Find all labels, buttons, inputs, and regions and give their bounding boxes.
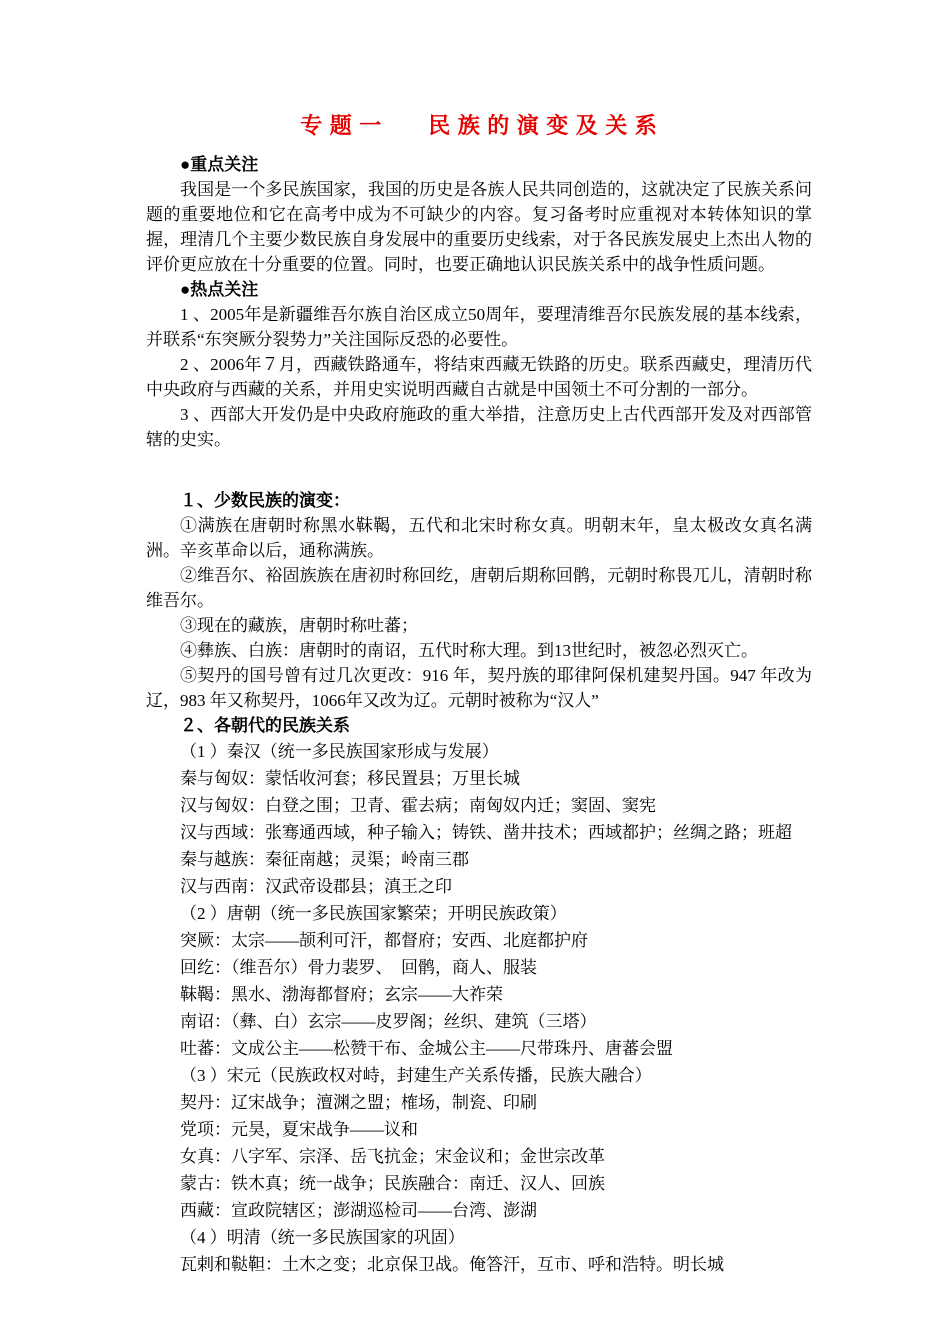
relations-line-han-xinan: 汉与西南：汉武帝设郡县；滇王之印 (180, 877, 452, 896)
relations-line-qin-xiongnu: 秦与匈奴：蒙恬收河套；移民置县；万里长城 (180, 769, 520, 788)
relations-line-han-xiyu: 汉与西域：张骞通西域，种子输入；铸铁、凿井技术；西域都护；丝绸之路；班超 (180, 823, 792, 842)
relations-line-nvzhen: 女真：八字军、宗泽、岳飞抗金；宋金议和；金世宗改革 (180, 1147, 605, 1166)
relations-line-tubo: 吐蕃：文成公主——松赞干布、金城公主——尺带珠丹、唐蕃会盟 (180, 1039, 673, 1058)
evolution-item-4: ④彝族、白族：唐朝时的南诏，五代时称大理。到13世纪时，被忽必烈灭亡。 (180, 641, 758, 660)
relations-line-han-xiongnu: 汉与匈奴：白登之围；卫青、霍去病；南匈奴内迁；窦固、窦宪 (180, 796, 656, 815)
relations-line-xizang: 西藏：宣政院辖区；澎湖巡检司——台湾、澎湖 (180, 1201, 537, 1220)
hot-focus-item-1: 1 、2005年是新疆维吾尔族自治区成立50周年，要理清维吾尔民族发展的基本线索，并联系“东突厥分裂势力”关注国际反恐的必要性。 (146, 305, 812, 349)
relations-line-songyuan-header: （3 ）宋元（民族政权对峙，封建生产关系传播，民族大融合） (180, 1066, 652, 1085)
relations-line-mohe: 靺鞨：黑水、渤海都督府；玄宗——大祚荣 (180, 985, 503, 1004)
relations-line-mingqing-header: （4 ）明清（统一多民族国家的巩固） (180, 1228, 465, 1247)
relations-line-qidan: 契丹：辽宋战争；澶渊之盟；榷场，制瓷、印刷 (180, 1093, 537, 1112)
relations-line-menggu: 蒙古：铁木真；统一战争；民族融合：南迁、汉人、回族 (180, 1174, 605, 1193)
evolution-item-3: ③现在的藏族，唐朝时称吐蕃； (180, 616, 418, 635)
relations-line-dangxiang: 党项：元昊，夏宋战争——议和 (180, 1120, 418, 1139)
key-focus-paragraph: 我国是一个多民族国家，我国的历史是各族人民共同创造的，这就决定了民族关系问题的重要地位和它在高考中成为不可缺少的内容。复习备考时应重视对本转体知识的掌握，理清几个主要少数民族自身发展中的重要历史线索，对于各民族发展史上杰出人物的评价更应放在十分重要的位置。同时，也要正确地认识民族关系中的战争性质问题。 (146, 180, 812, 274)
evolution-item-2: ②维吾尔、裕固族族在唐初时称回纥，唐朝后期称回鹘，元朝时称畏兀儿，清朝时称维吾尔。 (146, 566, 812, 610)
heading-key-focus: ●重点关注 (180, 155, 259, 174)
relations-line-tujue: 突厥：太宗——颉利可汗，都督府；安西、北庭都护府 (180, 931, 588, 950)
relations-line-qin-yuezu: 秦与越族：秦征南越；灵渠；岭南三郡 (180, 850, 469, 869)
heading-dynasty-relations: ２、各朝代的民族关系 (180, 716, 350, 735)
heading-hot-focus: ●热点关注 (180, 280, 259, 299)
document-title: 专 题 一 民 族 的 演 变 及 关 系 (300, 113, 658, 138)
relations-line-huihe: 回纥：（维吾尔）骨力裴罗、 回鹘，商人、服装 (180, 958, 537, 977)
hot-focus-item-2: 2 、2006年７月，西藏铁路通车，将结束西藏无铁路的历史。联系西藏史，理清历代中央政府与西藏的关系，并用史实说明西藏自古就是中国领土不可分割的一部分。 (146, 355, 812, 399)
relations-line-wala-dada: 瓦剌和鞑靼：土木之变；北京保卫战。俺答汗，互市、呼和浩特。明长城 (180, 1255, 724, 1274)
relations-line-tang-header: （2 ）唐朝（统一多民族国家繁荣；开明民族政策） (180, 904, 567, 923)
hot-focus-item-3: 3 、西部大开发仍是中央政府施政的重大举措，注意历史上古代西部开发及对西部管辖的史实。 (146, 405, 812, 449)
heading-minority-evolution: １、少数民族的演变： (180, 491, 350, 510)
relations-line-qinhan-header: （1 ）秦汉（统一多民族国家形成与发展） (180, 742, 499, 761)
relations-line-nanzhao: 南诏：（彝、白）玄宗——皮罗阁；丝织、建筑（三塔） (180, 1012, 597, 1031)
evolution-item-5: ⑤契丹的国号曾有过几次更改：916 年，契丹族的耶律阿保机建契丹国。947 年改为辽，983 年又称契丹，1066年又改为辽。元朝时被称为“汉人” (146, 666, 812, 710)
evolution-item-1: ①满族在唐朝时称黑水靺鞨，五代和北宋时称女真。明朝末年，皇太极改女真名满洲。辛亥革命以后，通称满族。 (146, 516, 812, 560)
